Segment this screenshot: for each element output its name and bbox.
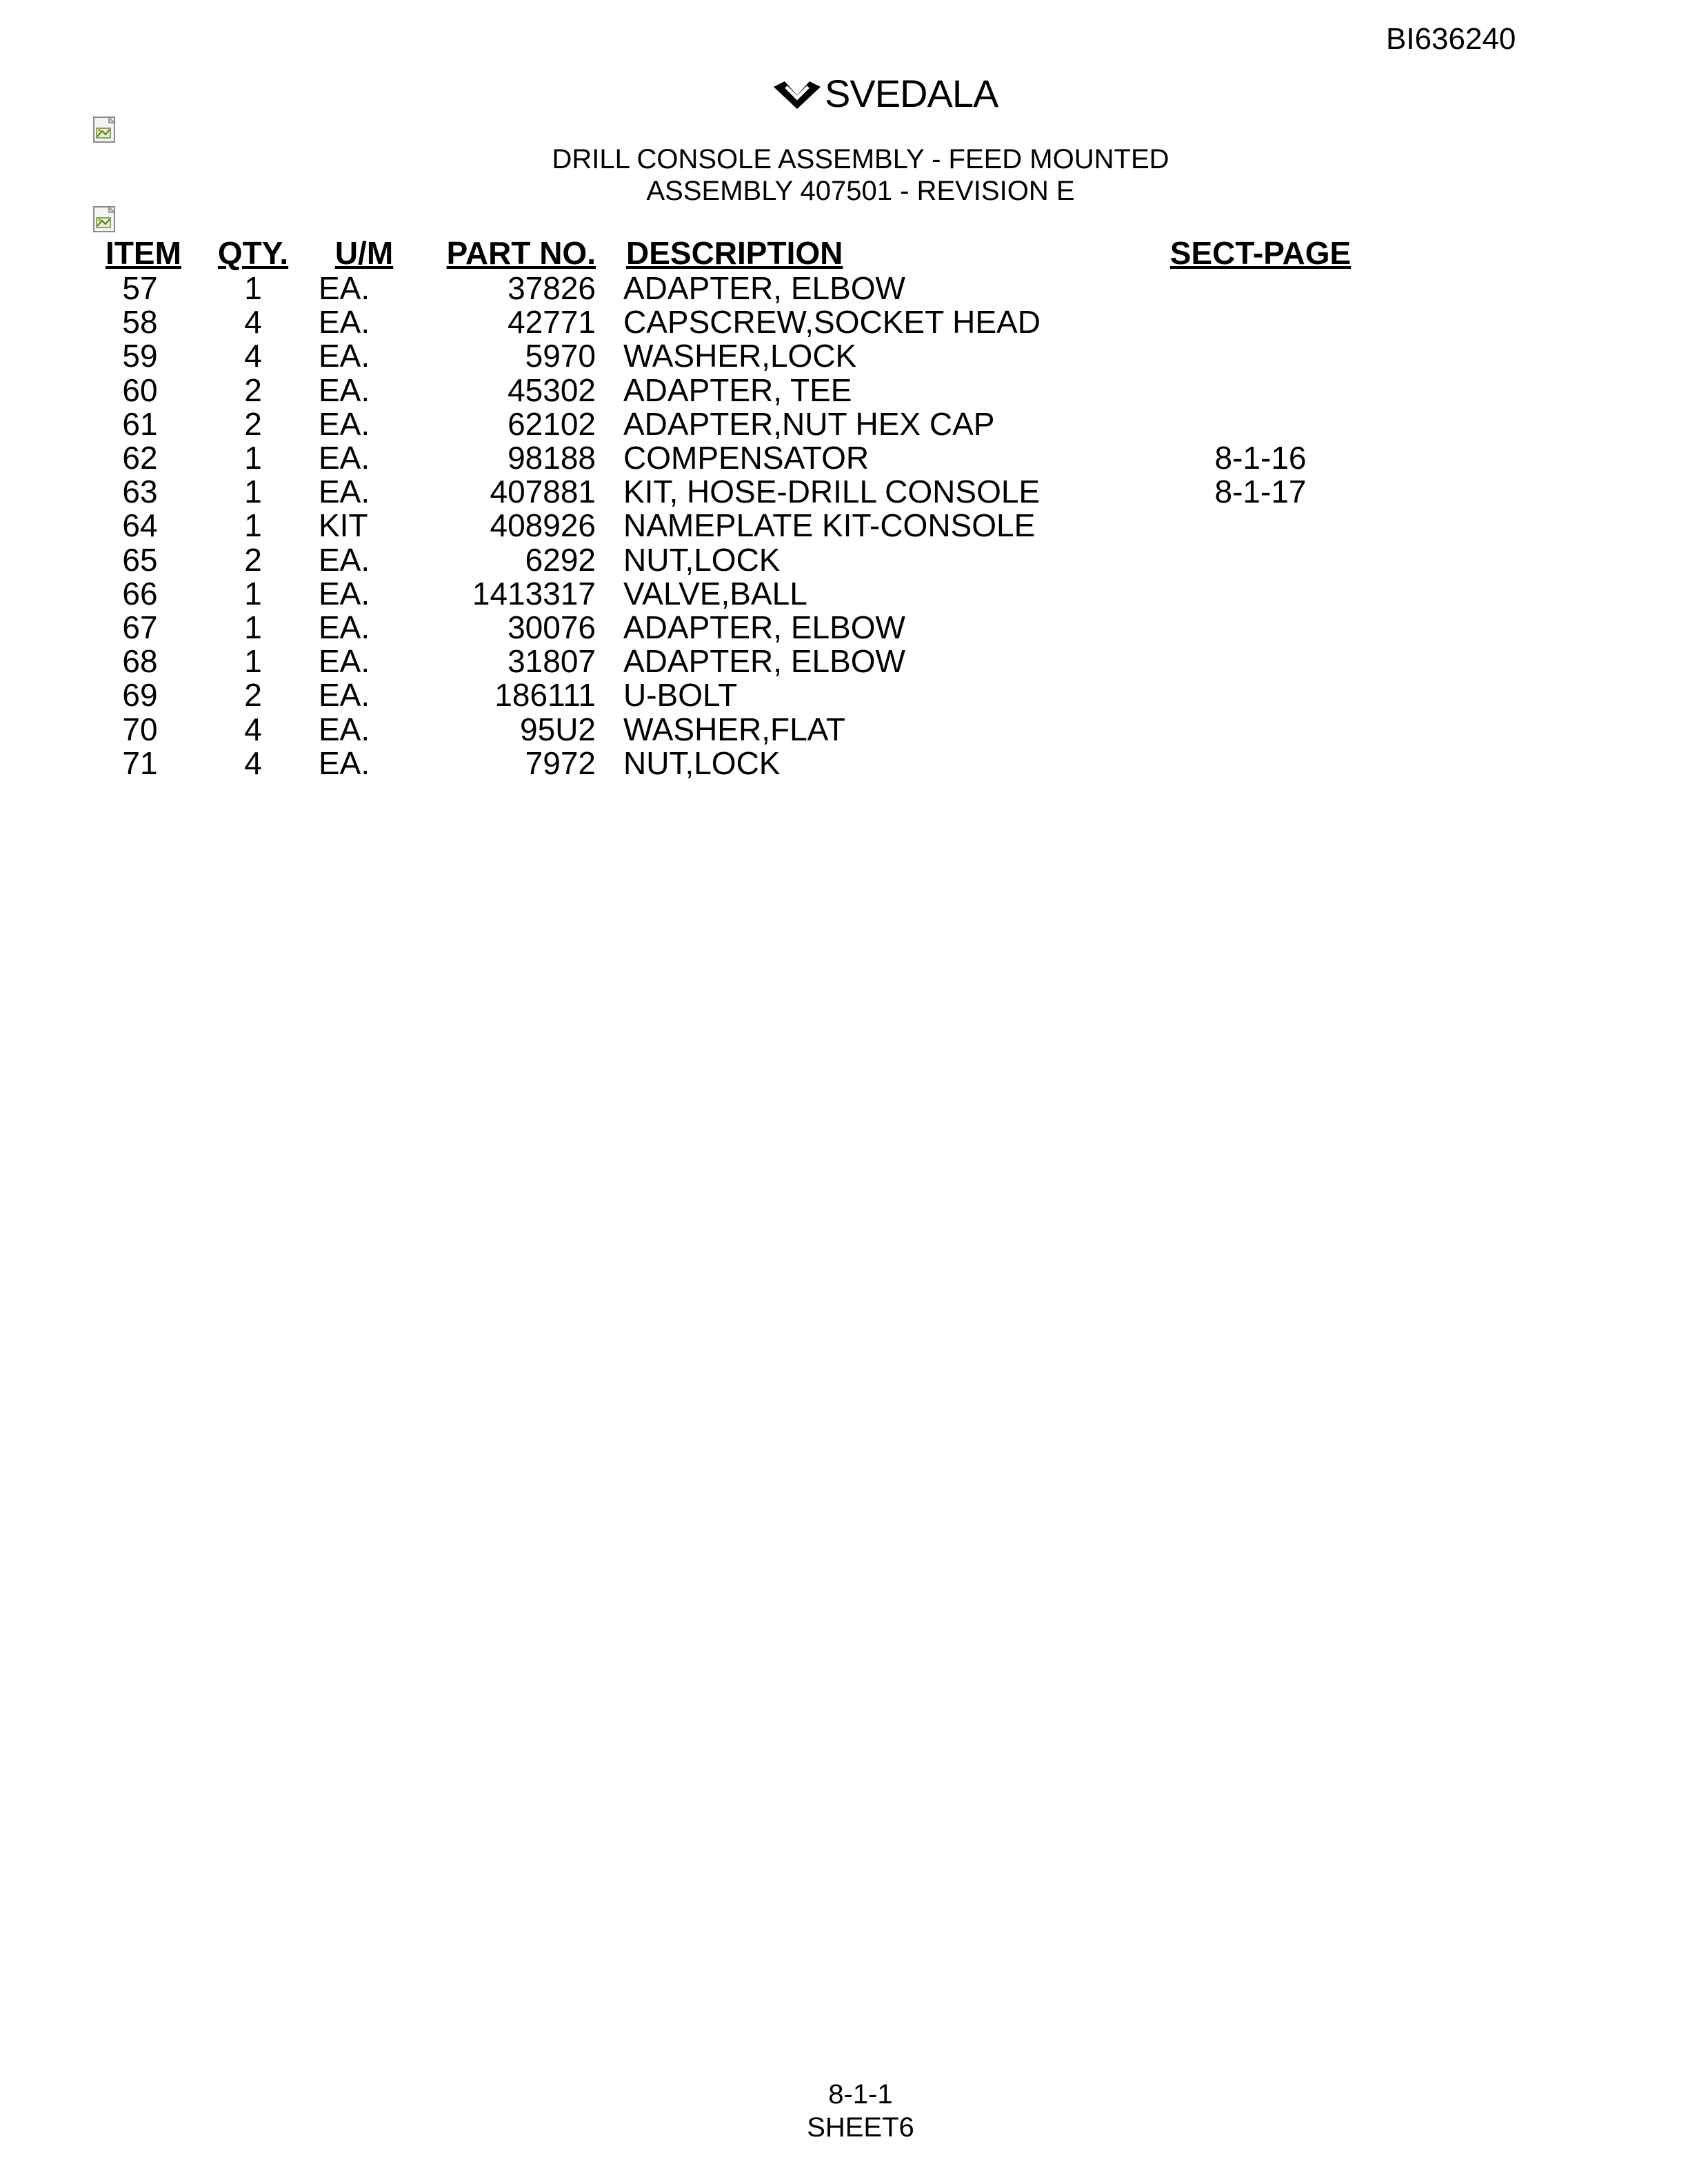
- sect-page-cell: [1157, 305, 1364, 339]
- um-cell: EA.: [319, 575, 370, 611]
- logo-wordmark: SVEDALA: [825, 72, 998, 115]
- part-no-cell: 62102: [508, 405, 596, 442]
- description-cell: ADAPTER, ELBOW: [623, 609, 905, 645]
- table-row: [92, 712, 1364, 746]
- header-part-no: PART NO.: [446, 235, 596, 271]
- sect-page-cell: [1157, 272, 1364, 305]
- um-cell: EA.: [319, 711, 370, 747]
- sect-page-cell: [1157, 678, 1364, 712]
- part-no-cell: 45302: [508, 372, 596, 408]
- svedala-logo: [772, 74, 998, 113]
- sect-page-cell: [1157, 712, 1364, 746]
- um-cell: EA.: [319, 304, 370, 341]
- part-no-cell: 186111: [494, 677, 596, 714]
- description-cell: WASHER,FLAT: [623, 711, 846, 747]
- part-no-cell: 95U2: [520, 711, 596, 747]
- item-cell: 67: [122, 609, 158, 645]
- qty-cell: 1: [244, 609, 262, 645]
- table-row: [92, 305, 1364, 339]
- description-cell: ADAPTER, ELBOW: [623, 270, 905, 307]
- parts-table-body: [92, 272, 1364, 780]
- part-no-cell: 408926: [490, 507, 596, 544]
- qty-cell: 2: [244, 372, 262, 408]
- part-no-cell: 30076: [508, 609, 596, 645]
- footer-page-number: 8-1-1: [828, 2079, 893, 2110]
- qty-cell: 1: [244, 270, 262, 307]
- part-no-cell: 42771: [508, 304, 596, 341]
- description-cell: COMPENSATOR: [623, 440, 870, 476]
- um-cell: EA.: [319, 270, 370, 307]
- table-row: [92, 577, 1364, 611]
- item-cell: 58: [122, 304, 158, 341]
- item-cell: 66: [122, 575, 158, 611]
- description-cell: KIT, HOSE-DRILL CONSOLE: [623, 474, 1041, 510]
- description-cell: VALVE,BALL: [623, 575, 807, 611]
- document-title: [0, 143, 1688, 207]
- part-no-cell: 6292: [525, 541, 596, 578]
- table-row: [92, 611, 1364, 645]
- table-row: [92, 407, 1364, 441]
- page-footer: [0, 2078, 1688, 2144]
- qty-cell: 2: [244, 405, 262, 442]
- part-no-cell: 31807: [508, 643, 596, 680]
- item-cell: 57: [122, 270, 158, 307]
- table-row: [92, 339, 1364, 373]
- sect-page-cell: 8-1-17: [1214, 474, 1307, 510]
- document-id: BI636240: [1386, 22, 1516, 56]
- qty-cell: 4: [244, 304, 262, 341]
- sect-page-cell: [1157, 611, 1364, 645]
- part-no-cell: 98188: [508, 440, 596, 476]
- title-line-1: DRILL CONSOLE ASSEMBLY - FEED MOUNTED: [552, 144, 1169, 174]
- item-cell: 68: [122, 643, 158, 680]
- um-cell: EA.: [319, 677, 370, 714]
- footer-sheet: SHEET6: [807, 2112, 914, 2143]
- um-cell: EA.: [319, 643, 370, 680]
- parts-table: [92, 233, 1364, 780]
- broken-image-icon: [91, 116, 119, 143]
- um-cell: EA.: [319, 405, 370, 442]
- qty-cell: 4: [244, 745, 262, 781]
- title-line-2: ASSEMBLY 407501 - REVISION E: [646, 176, 1075, 206]
- um-cell: EA.: [319, 541, 370, 578]
- description-cell: ADAPTER, ELBOW: [623, 643, 905, 680]
- parts-table-container: [92, 233, 1364, 780]
- header-item: ITEM: [106, 235, 181, 271]
- table-row: [92, 441, 1364, 475]
- table-header-row: [92, 233, 1364, 272]
- qty-cell: 2: [244, 541, 262, 578]
- part-no-cell: 407881: [490, 474, 596, 510]
- sect-page-cell: 8-1-16: [1214, 440, 1307, 476]
- item-cell: 62: [122, 440, 158, 476]
- sect-page-cell: [1157, 374, 1364, 407]
- qty-cell: 2: [244, 677, 262, 714]
- um-cell: EA.: [319, 609, 370, 645]
- table-row: [92, 678, 1364, 712]
- part-no-cell: 7972: [525, 745, 596, 781]
- sect-page-cell: [1157, 407, 1364, 441]
- part-no-cell: 5970: [525, 338, 596, 374]
- sect-page-cell: [1157, 645, 1364, 678]
- um-cell: EA.: [319, 745, 370, 781]
- qty-cell: 1: [244, 474, 262, 510]
- um-cell: EA.: [319, 474, 370, 510]
- table-row: [92, 475, 1364, 509]
- description-cell: CAPSCREW,SOCKET HEAD: [623, 304, 1041, 341]
- table-row: [92, 509, 1364, 543]
- header-um: U/M: [334, 235, 394, 271]
- description-cell: U-BOLT: [623, 677, 738, 714]
- item-cell: 69: [122, 677, 158, 714]
- qty-cell: 4: [244, 711, 262, 747]
- part-no-cell: 1413317: [472, 575, 596, 611]
- description-cell: NUT,LOCK: [623, 541, 781, 578]
- broken-image-icon: [91, 205, 119, 233]
- um-cell: EA.: [319, 338, 370, 374]
- sect-page-cell: [1157, 543, 1364, 577]
- item-cell: 61: [122, 405, 158, 442]
- um-cell: EA.: [319, 372, 370, 408]
- description-cell: NUT,LOCK: [623, 745, 781, 781]
- table-row: [92, 543, 1364, 577]
- description-cell: WASHER,LOCK: [623, 338, 857, 374]
- sect-page-cell: [1157, 509, 1364, 543]
- item-cell: 64: [122, 507, 158, 544]
- header-description: DESCRIPTION: [626, 235, 843, 271]
- table-row: [92, 747, 1364, 780]
- item-cell: 59: [122, 338, 158, 374]
- qty-cell: 4: [244, 338, 262, 374]
- item-cell: 63: [122, 474, 158, 510]
- table-row: [92, 374, 1364, 407]
- description-cell: ADAPTER, TEE: [623, 372, 852, 408]
- sect-page-cell: [1157, 747, 1364, 780]
- table-row: [92, 272, 1364, 305]
- description-cell: NAMEPLATE KIT-CONSOLE: [623, 507, 1036, 544]
- um-cell: EA.: [319, 440, 370, 476]
- header-qty: QTY.: [217, 235, 289, 271]
- sect-page-cell: [1157, 577, 1364, 611]
- qty-cell: 1: [244, 440, 262, 476]
- header-sect-page: SECT-PAGE: [1169, 235, 1352, 271]
- table-row: [92, 645, 1364, 678]
- sect-page-cell: [1157, 339, 1364, 373]
- qty-cell: 1: [244, 575, 262, 611]
- item-cell: 60: [122, 372, 158, 408]
- item-cell: 65: [122, 541, 158, 578]
- description-cell: ADAPTER,NUT HEX CAP: [623, 405, 995, 442]
- part-no-cell: 37826: [508, 270, 596, 307]
- qty-cell: 1: [244, 643, 262, 680]
- svedala-logo-mark-icon: [772, 77, 822, 110]
- item-cell: 71: [122, 745, 158, 781]
- qty-cell: 1: [244, 507, 262, 544]
- item-cell: 70: [122, 711, 158, 747]
- um-cell: KIT: [319, 507, 368, 544]
